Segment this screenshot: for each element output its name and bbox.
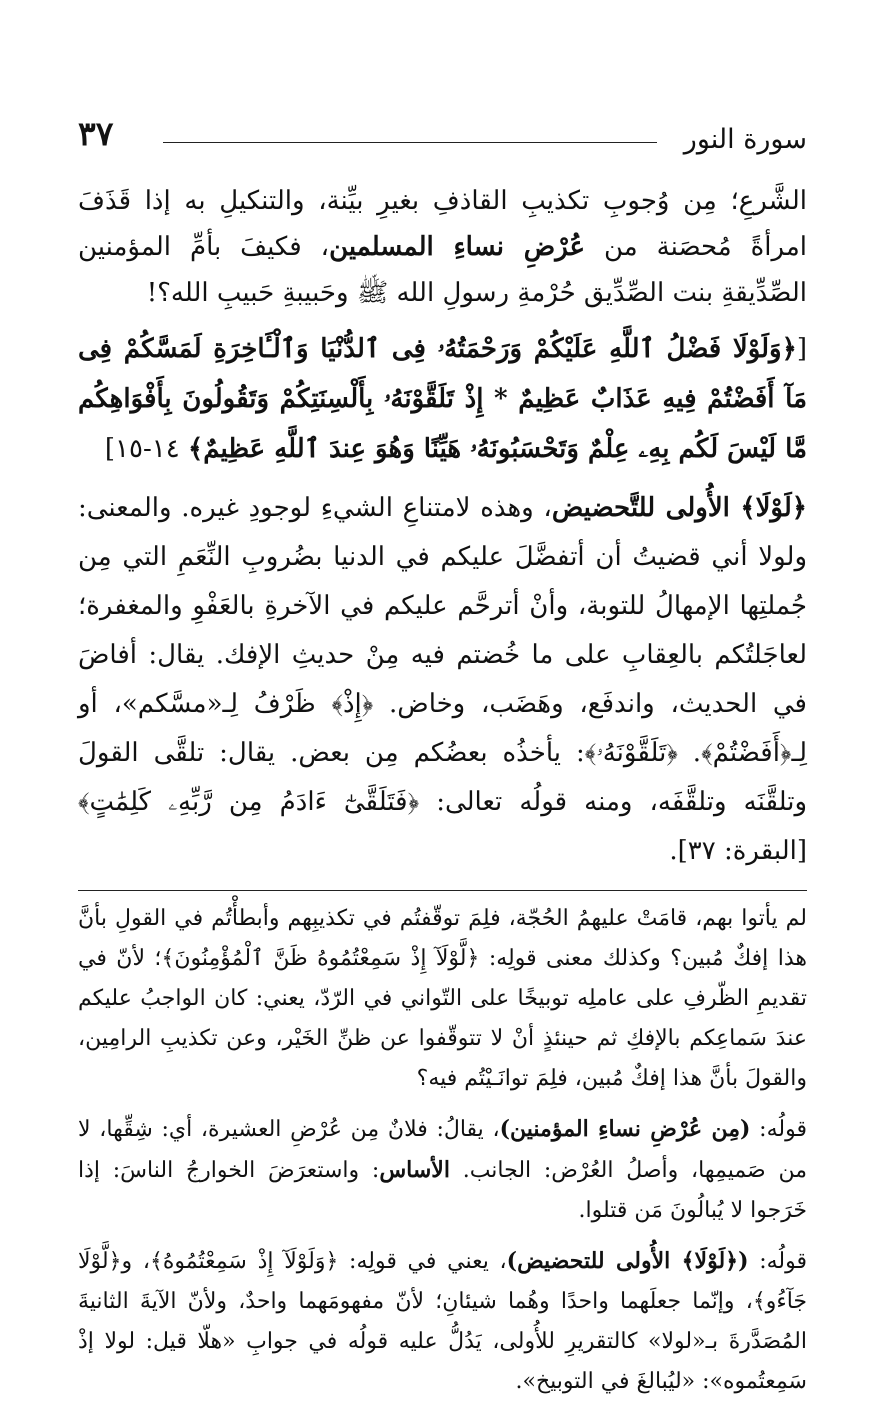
footnote-2-text: ، يقالُ: فلانٌ مِن عُرْضِ العشيرة، أي: شِقِّها، لا من صَميمِها، وأصلُ العُرْض: الجانب. [78, 1117, 808, 1183]
footnote-2-quote: (مِن عُرْضِ نساءِ المؤمنين) [499, 1116, 751, 1142]
footnote-2-source: الأساس [379, 1157, 450, 1183]
footnote-2-lead: قولُه: [750, 1117, 807, 1142]
commentary-lead: ﴿لَوْلَا﴾ الأُولى للتَّحضيض [551, 493, 808, 523]
footnote-3 [78, 1241, 807, 1402]
commentary-paragraph [78, 484, 807, 876]
footnote-1: لم يأتوا بهم، قامَتْ عليهمُ الحُجّة، فلِمَ توقّفتُم في تكذيبِهم وأبطأْتُم في القولِ بأنَّ هذا إفكٌ مُبين؟ وكذلك معنى قولِه: ﴿لَّوْلَآ إِذْ سَمِعْتُمُوهُ ظَنَّ ٱلْمُؤْمِنُونَ﴾؛ لأنّ في تقديمِ الظّرفِ على عاملِه توبيخًا على التّواني في الرّدّ، يعني: كان الواجبُ عليكم عندَ سَماعِكم بالإفكِ ثم حينئذٍ أنْ لا تتوقّفوا عن ظنِّ الخَيْر، وعن تكذيبِ الرامِين، والقولَ بأنَّ هذا إفكٌ مُبين، فلِمَ توانَـيْتُم فيه؟ [78, 906, 807, 1091]
sura-title: سورة النور [683, 124, 807, 155]
intro-text-c: ، فكيفَ بأمِّ المؤمنين الصِّدِّيقةِ بنت الصِّدِّيق حُرْمةِ رسولِ الله ﷺ وحَبيبةِ حَبيبِ الله؟! [78, 232, 807, 308]
footnote-divider [78, 890, 807, 891]
running-header [78, 100, 807, 160]
intro-text-a: الشَّرعِ؛ مِن وُجوبِ تكذيبِ القاذفِ بغيرِ بيِّنة، والتنكيلِ به إذا قَذَفَ امرأةً مُحصَنة من [78, 186, 808, 262]
intro-bold-phrase: عُرْضِ نساءِ المسلمين [329, 232, 586, 262]
intro-paragraph [78, 178, 807, 316]
footnote-2-tail: : واستعرَضَ الخوارجُ الناسَ: إذا خَرَجوا لا يُبالُونَ مَن قتلوا. [78, 1158, 807, 1223]
footnote-2 [78, 1109, 807, 1231]
quran-verse: ﴿وَلَوْلَا فَضْلُ ٱللَّهِ عَلَيْكُمْ وَرَحْمَتُهُۥ فِى ٱلدُّنْيَا وَٱلْـَٔاخِرَةِ لَمَسَّكُمْ فِى مَآ أَفَضْتُمْ فِيهِ عَذَابٌ عَظِيمٌ * إِذْ تَلَقَّوْنَهُۥ بِأَلْسِنَتِكُمْ وَتَقُولُونَ بِأَفْوَاهِكُم مَّا لَيْسَ لَكُم بِهِۦ عِلْمٌ وَتَحْسَبُونَهُۥ هَيِّنًا وَهُوَ عِندَ ٱللَّهِ عَظِيمٌ﴾ [78, 334, 807, 464]
quran-reference: ١٤-١٥] [104, 434, 188, 464]
header-rule [163, 142, 657, 143]
footnote-3-quote: (﴿لَوْلَا﴾ الأُولى للتحضيض) [506, 1248, 749, 1274]
footnote-3-text: ، يعني في قولِه: ﴿وَلَوْلَآ إِذْ سَمِعْتُمُوهُ﴾، و﴿لَّوْلَا جَآءُو﴾، وإنّما جعلَهما واحدًا وهُما شيئانِ؛ لأنّ مفهومَهما واحدٌ، ولأنّ الآيةَ الثانيةَ المُصَدَّرةَ بـ«لولا» كالتقريرِ للأُولى، يَدُلُّ عليه قولُه في جوابِ «هلّا قيل: لولا إذْ سَمِعتُموه»: «ليُبالغَ في التوبيخ». [78, 1249, 807, 1394]
quran-verse-block [78, 324, 807, 474]
commentary-text: ، وهذه لامتناعِ الشيءِ لوجودِ غيره. والمعنى: ولولا أني قضيتُ أن أتفضَّلَ عليكم في الدنيا بضُروبِ النِّعَمِ التي مِن جُملتِها الإمهالُ للتوبة، وأنْ أترحَّم عليكم في الآخرةِ بالعَفْوِ والمغفرة؛ لعاجَلتُكم بالعِقابِ على ما خُضتم فيه مِنْ حديثِ الإفك. يقال: أفاضَ في الحديث، واندفَع، وهَضَب، وخاض. ﴿إِذْ﴾ ظَرْفُ لِـ«مسَّكم»، أو لِـ﴿أَفَضْتُمْ﴾. ﴿تَلَقَّوْنَهُۥ﴾: يأخذُه بعضُكم مِن بعض. يقال: تلقَّى القولَ وتلقَّنَه وتلقَّفَه، ومنه قولُه تعالى: ﴿فَتَلَقَّىٰٓ ءَادَمُ مِن رَّبِّهِۦ كَلِمَٰتٍ﴾ [البقرة: ٣٧]. [78, 493, 807, 866]
page-number: ٣٧ [78, 114, 114, 153]
quran-open-bracket: [ [796, 334, 807, 364]
footnote-3-lead: قولُه: [748, 1249, 807, 1274]
